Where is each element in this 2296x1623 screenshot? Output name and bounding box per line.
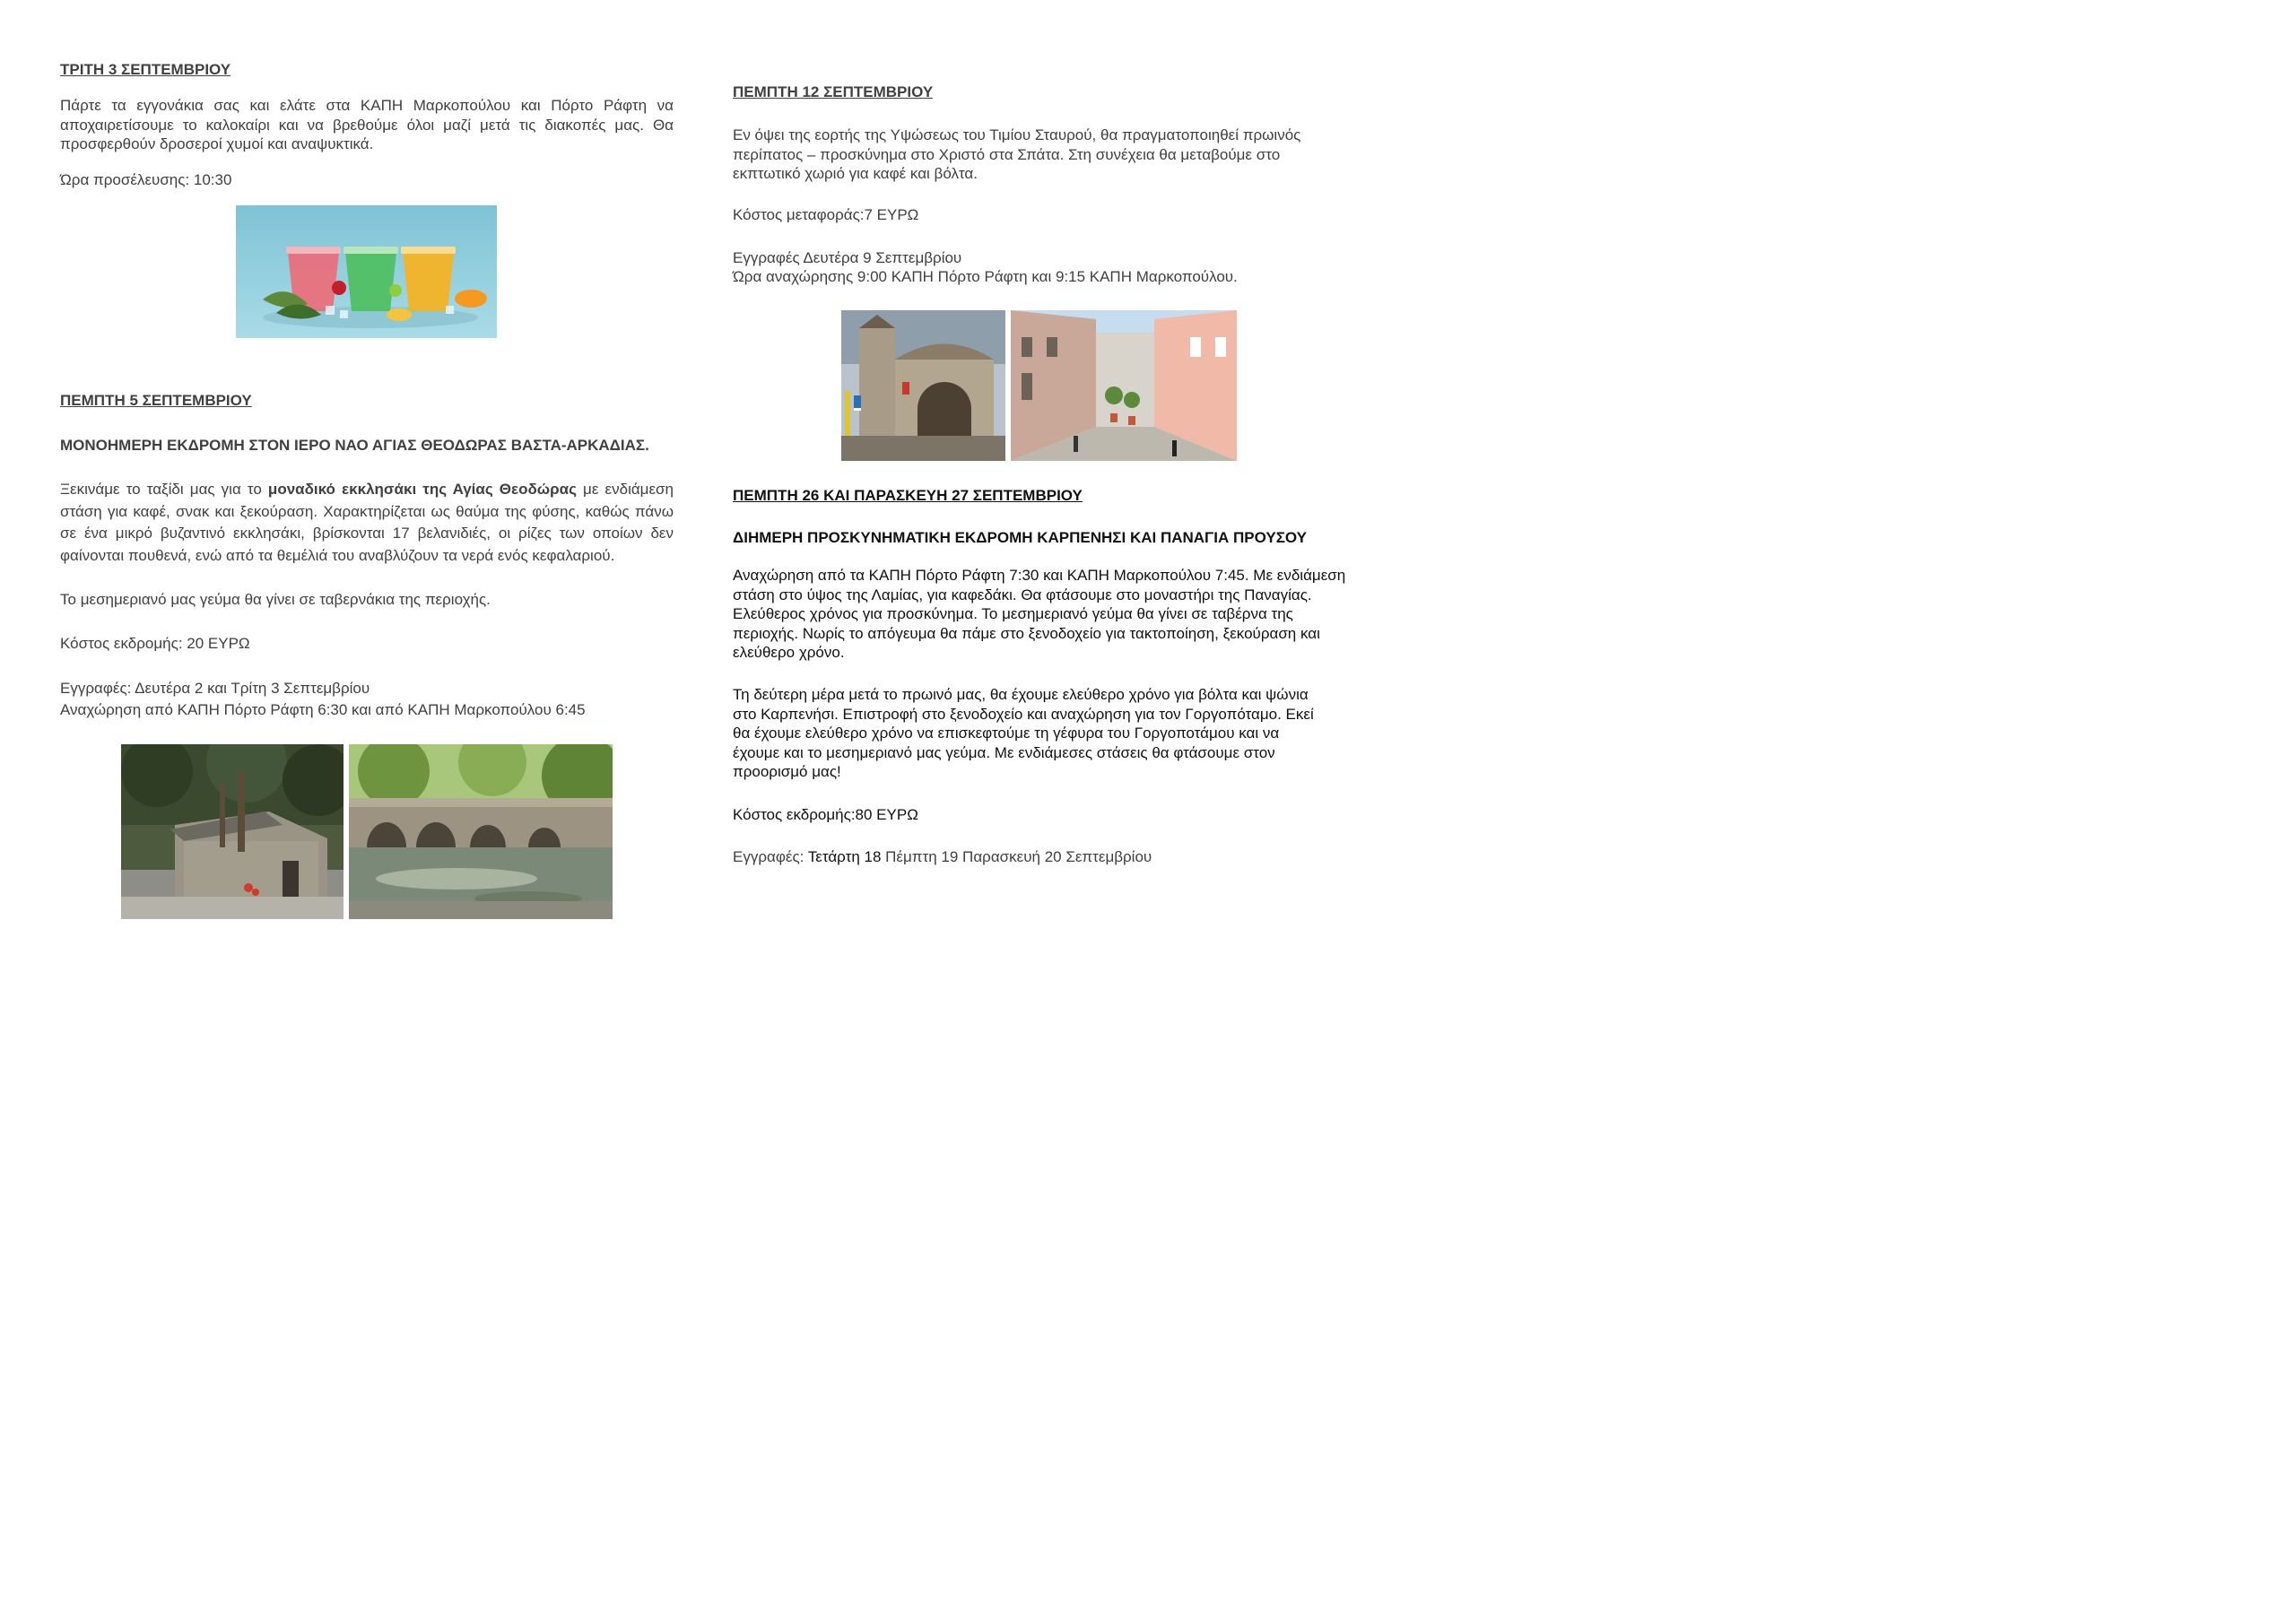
event2-title: ΜΟΝΟΗΜΕΡΗ ΕΚΔΡΟΜΗ ΣΤΟΝ ΙΕΡΟ ΝΑΟ ΑΓΙΑΣ ΘΕΟΔΩΡΑΣ ΒΑΣΤΑ-ΑΡΚΑΔΙΑΣ.: [60, 437, 649, 454]
event1-arrival-time: Ώρα προσέλευσης: 10:30: [60, 171, 232, 188]
event4-heading: ΠΕΜΠΤΗ 26 ΚΑΙ ΠΑΡΑΣΚΕΥΗ 27 ΣΕΠΤΕΜΒΡΙΟΥ: [733, 487, 1083, 504]
event3-registration: Εγγραφές Δευτέρα 9 Σεπτεμβρίου: [733, 249, 962, 266]
outlet-village-photo: [1011, 310, 1237, 461]
event4-day1: Αναχώρηση από τα ΚΑΠΗ Πόρτο Ράφτη 7:30 και ΚΑΠΗ Μαρκοπούλου 7:45. Με ενδιάμεση στάση στο ύψος της Λαμίας, για καφεδάκι. Θα φτάσουμε στο μοναστήρι της Παναγίας. Ελεύθερος χρόνος για προσκύνημα. Το μεσημεριανό γεύμα θα γίνει σε ταβέρνα της περιοχής. Νωρίς το απόγευμα θα πάμε στο ξενοδοχείο για τακτοποίηση, ξεκούραση και ελεύθερο χρόνο.: [733, 567, 1346, 661]
event2-body-highlight: μοναδικό εκκλησάκι της Αγίας Θεοδώρας: [267, 481, 577, 498]
event3-body: Εν όψει της εορτής της Υψώσεως του Τιμίου Σταυρού, θα πραγματοποιηθεί πρωινός περίπατος – προσκύνημα στο Χριστό στα Σπάτα. Στη συνέχεια θα μεταβούμε στο εκπτωτικό χωριό για καφέ και βόλτα.: [733, 126, 1301, 182]
event2-departure: Αναχώρηση από ΚΑΠΗ Πόρτο Ράφτη 6:30 και από ΚΑΠΗ Μαρκοπούλου 6:45: [60, 701, 586, 718]
chapel-with-trees-photo: [121, 744, 344, 919]
event3-cost: Κόστος μεταφοράς:7 ΕΥΡΩ: [733, 206, 919, 223]
event4-title: ΔΙΗΜΕΡΗ ΠΡΟΣΚΥΝΗΜΑΤΙΚΗ ΕΚΔΡΟΜΗ ΚΑΡΠΕΝΗΣΙ ΚΑΙ ΠΑΝΑΓΙΑ ΠΡΟΥΣΟΥ: [733, 529, 1307, 546]
event4-day2: Τη δεύτερη μέρα μετά το πρωινό μας, θα έχουμε ελεύθερο χρόνο για βόλτα και ψώνια στο Καρπενήσι. Επιστροφή στο ξενοδοχείο και αναχώρηση για τον Γοργοπόταμο. Εκεί θα έχουμε ελεύθερο χρόνο να επισκεφτούμε τη γέφυρα του Γοργοποτάμου και να έχουμε και το μεσημεριανό μας γεύμα. Με ενδιάμεσες στάσεις θα φτάσουμε στον προορισμό μας!: [733, 686, 1314, 780]
event2-lunch: Το μεσημεριανό μας γεύμα θα γίνει σε ταβερνάκια της περιοχής.: [60, 591, 491, 608]
event2-body: [60, 479, 674, 568]
event4-registration-prefix: Εγγραφές:: [733, 848, 808, 865]
event2-registration: Εγγραφές: Δευτέρα 2 και Τρίτη 3 Σεπτεμβρίου: [60, 680, 370, 697]
juices-photo: [236, 205, 497, 338]
event3-departure: Ώρα αναχώρησης 9:00 ΚΑΠΗ Πόρτο Ράφτη και 9:15 ΚΑΠΗ Μαρκοπούλου.: [733, 268, 1238, 285]
event2-heading: ΠΕΜΠΤΗ 5 ΣΕΠΤΕΜΒΡΙΟΥ: [60, 392, 252, 409]
event4-registration-day1: Τετάρτη 18: [807, 848, 882, 865]
event2-body-rest: με ενδιάμεση στάση για καφέ, σνακ και ξεκούραση. Χαρακτηρίζεται ως θαύμα της φύσης, καθώς πάνω σε ένα μικρό βυζαντινό εκκλησάκι, βρίσκονται 17 βελανιδιές, οι ρίζες των οποίων δεν φαίνονται πουθενά, ενώ από τα θεμέλιά του αναβλύζουν τα νερά ενός κεφαλαριού.: [60, 481, 674, 565]
event2-body-intro: Ξεκινάμε το ταξίδι μας για το: [60, 481, 268, 498]
event1-body: Πάρτε τα εγγονάκια σας και ελάτε στα ΚΑΠΗ Μαρκοπούλου και Πόρτο Ράφτη να αποχαιρετίσουμε το καλοκαίρι και να βρεθούμε όλοι μαζί μετά τις διακοπές μας. Θα προσφερθούν δροσεροί χυμοί και αναψυκτικά.: [60, 97, 674, 152]
church-photo: [841, 310, 1005, 461]
event4-registration-rest: Πέμπτη 19 Παρασκευή 20 Σεπτεμβρίου: [881, 848, 1152, 865]
stone-bridge-photo: [349, 744, 613, 919]
event2-cost: Κόστος εκδρομής: 20 ΕΥΡΩ: [60, 635, 250, 652]
event3-heading: ΠΕΜΠΤΗ 12 ΣΕΠΤΕΜΒΡΙΟΥ: [733, 83, 934, 100]
event4-registration: [733, 848, 1152, 866]
event4-cost: Κόστος εκδρομής:80 ΕΥΡΩ: [733, 806, 918, 823]
event1-heading: ΤΡΙΤΗ 3 ΣΕΠΤΕΜΒΡΙΟΥ: [60, 61, 231, 78]
